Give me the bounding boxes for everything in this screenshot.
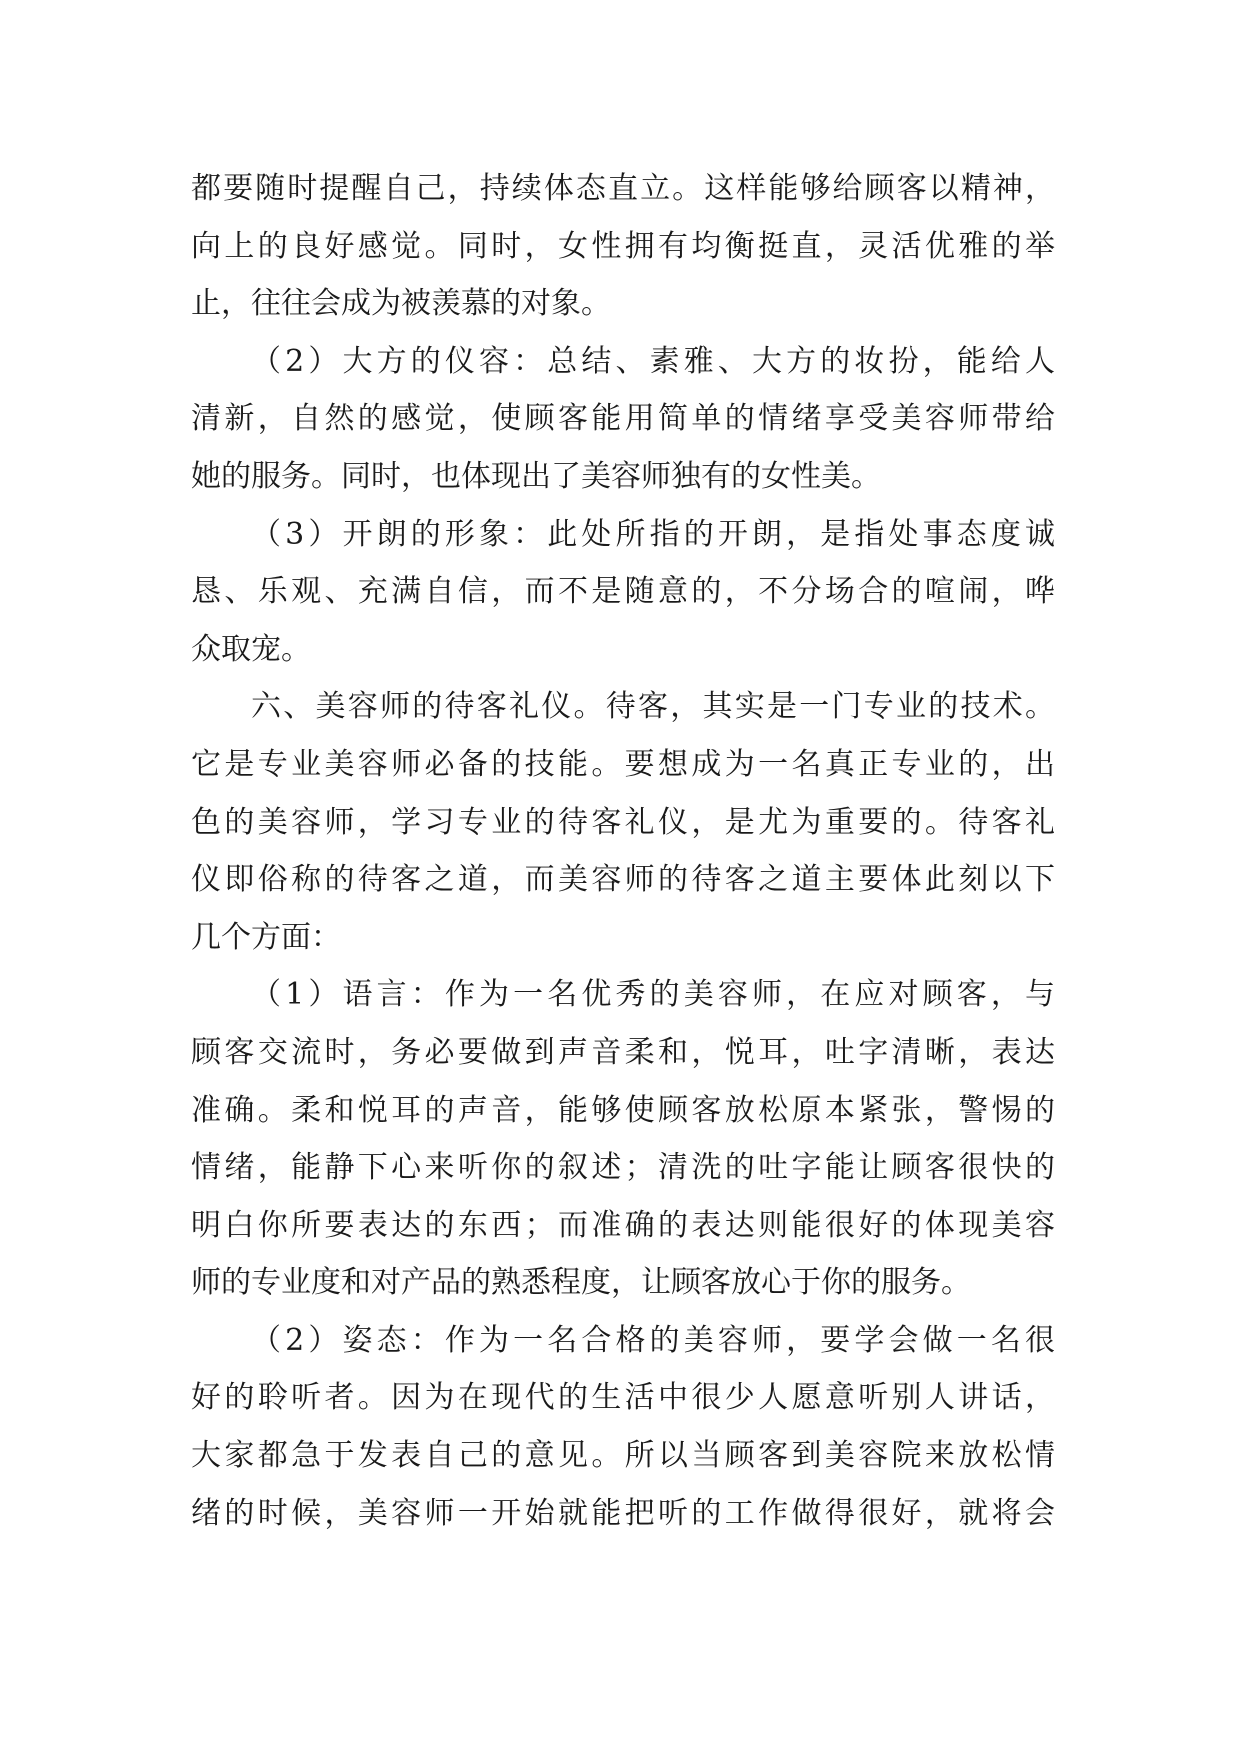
text-line: 好的聆听者。因为在现代的生活中很少人愿意听别人讲话， [191, 1380, 1055, 1416]
text-line: 向上的良好感觉。同时，女性拥有均衡挺直，灵活优雅的举 [191, 228, 1055, 264]
text-line: 清新，自然的感觉，使顾客能用简单的情绪享受美容师带给 [191, 401, 1055, 437]
text-line: （2）大方的仪容：总结、素雅、大方的妆扮，能给人 [251, 343, 1055, 379]
text-line: （2）姿态：作为一名合格的美容师，要学会做一名很 [251, 1322, 1055, 1358]
text-line: （1）语言：作为一名优秀的美容师，在应对顾客，与 [251, 977, 1055, 1013]
text-line: 恳、乐观、充满自信，而不是随意的，不分场合的喧闹，哗 [191, 574, 1055, 610]
text-line: 它是专业美容师必备的技能。要想成为一名真正专业的，出 [191, 746, 1055, 782]
text-line: （3）开朗的形象：此处所指的开朗，是指处事态度诚 [251, 516, 1055, 552]
text-line: 顾客交流时，务必要做到声音柔和，悦耳，吐字清晰，表达 [191, 1034, 1055, 1070]
text-line: 情绪，能静下心来听你的叙述；清洗的吐字能让顾客很快的 [191, 1150, 1055, 1186]
text-line: 绪的时候，美容师一开始就能把听的工作做得很好，就将会 [191, 1495, 1055, 1531]
text-line: 六、美容师的待客礼仪。待客，其实是一门专业的技术。 [251, 689, 1055, 725]
text-line: 几个方面： [191, 919, 341, 955]
body-text [191, 160, 1055, 1542]
text-line: 她的服务。同时，也体现出了美容师独有的女性美。 [191, 458, 881, 494]
text-line: 师的专业度和对产品的熟悉程度，让顾客放心于你的服务。 [191, 1265, 971, 1301]
text-line: 止，往往会成为被羡慕的对象。 [191, 286, 611, 322]
text-line: 大家都急于发表自己的意见。所以当顾客到美容院来放松情 [191, 1438, 1055, 1474]
text-line: 色的美容师，学习专业的待客礼仪，是尤为重要的。待客礼 [191, 804, 1055, 840]
text-line: 众取宠。 [191, 631, 311, 667]
text-line: 仪即俗称的待客之道，而美容师的待客之道主要体此刻以下 [191, 862, 1055, 898]
text-line: 都要随时提醒自己，持续体态直立。这样能够给顾客以精神， [191, 171, 1055, 206]
text-line: 明白你所要表达的东西；而准确的表达则能很好的体现美容 [191, 1207, 1055, 1243]
text-line: 准确。柔和悦耳的声音，能够使顾客放松原本紧张，警惕的 [191, 1092, 1055, 1128]
